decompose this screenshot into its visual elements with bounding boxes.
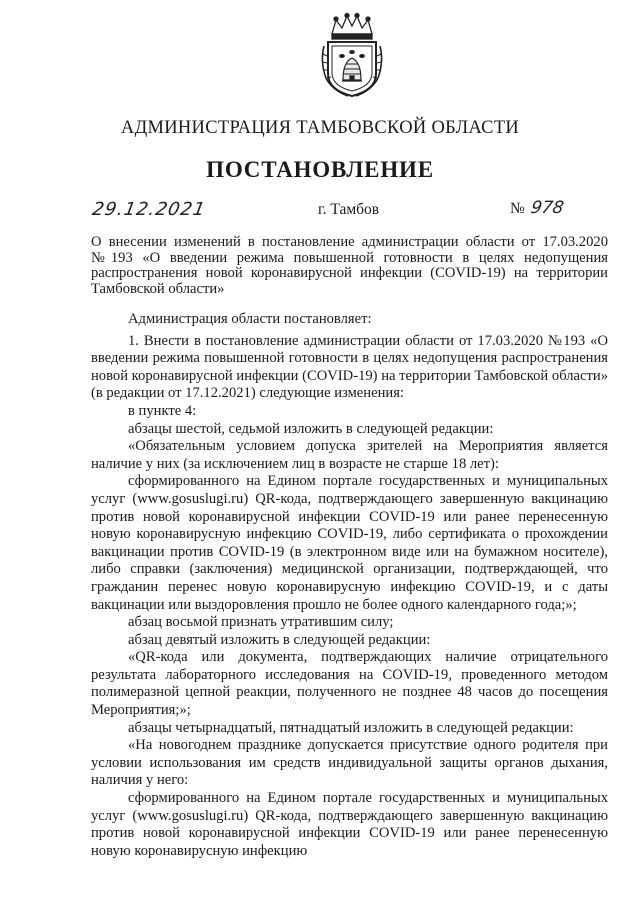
number-value: 978 <box>529 198 566 218</box>
paragraph: «Обязательным условием допуска зрителей на Мероприятия является наличие у них (за исключением лиц в возрасте не старше 18 лет): <box>91 438 608 472</box>
paragraph: сформированного на Едином портале государственных и муниципальных услуг (www.gosuslugi.ru) QR-кода, подтверждающего завершенную вакцинацию против новой коронавирусной инфекции COVID-19 или ранее перенесенную новую коронавирусную инфекцию <box>91 790 608 859</box>
coat-of-arms-icon <box>318 12 386 98</box>
paragraph: в пункте 4: <box>128 402 197 419</box>
document-body <box>91 311 608 860</box>
paragraph: 1. Внести в постановление администрации области от 17.03.2020 №193 «О введении режима повышенной готовности в целях недопущения распространения новой коронавирусной инфекции (COVID-19) на территории Тамбовской области» (в редакции от 17.12.2021) следующие изменения: <box>91 332 608 402</box>
document-type-title: ПОСТАНОВЛЕНИЕ <box>206 157 434 182</box>
paragraph: «QR-кода или документа, подтверждающих наличие отрицательного результата лабораторного исследования на COVID-19, проведенного методом полимеразной цепной реакции, полученного не позднее 48 часов до посещения Мероприятия;»; <box>91 649 608 719</box>
document-number <box>510 198 566 224</box>
paragraph: «На новогоднем празднике допускается присутствие одного родителя при условии использования им средств индивидуальной защиты органов дыхания, наличия у него: <box>91 737 608 789</box>
organization-name: АДМИНИСТРАЦИЯ ТАМБОВСКОЙ ОБЛАСТИ <box>120 118 520 138</box>
paragraph: абзацы четырнадцатый, пятнадцатый изложить в следующей редакции: <box>128 719 574 736</box>
document-city: г. Тамбов <box>318 201 380 218</box>
document-subject: О внесении изменений в постановление администрации области от 17.03.2020 №193 «О введении режима повышенной готовности в целях недопущения распространения новой коронавирусной инфекции (COVID-19) на территории Тамбовской области» <box>91 234 608 297</box>
paragraph: абзацы шестой, седьмой изложить в следующей редакции: <box>128 420 494 437</box>
paragraph: сформированного на Едином портале государственных и муниципальных услуг (www.gosuslugi.ru) QR-кода, подтверждающего завершенную вакцинацию против новой коронавирусной инфекции COVID-19 или ранее перенесенную новую коронавирусную инфекцию COVID-19, либо сертификата о прохождении вакцинации против COVID-19 (в электронном виде или на бумажном носителе), либо справки (заключения) медицинской организации, подтверждающей, что гражданин перенес новую коронавирусную инфекцию COVID-19, и с даты вакцинации или выздоровления прошло не более одного календарного года;»; <box>91 473 608 613</box>
number-sign: № <box>510 200 525 217</box>
paragraph: Администрация области постановляет: <box>128 311 372 327</box>
paragraph: абзац девятый изложить в следующей редакции: <box>128 631 431 648</box>
document-date: 29.12.2021 <box>90 199 208 220</box>
paragraph: абзац восьмой признать утратившим силу; <box>128 614 394 631</box>
